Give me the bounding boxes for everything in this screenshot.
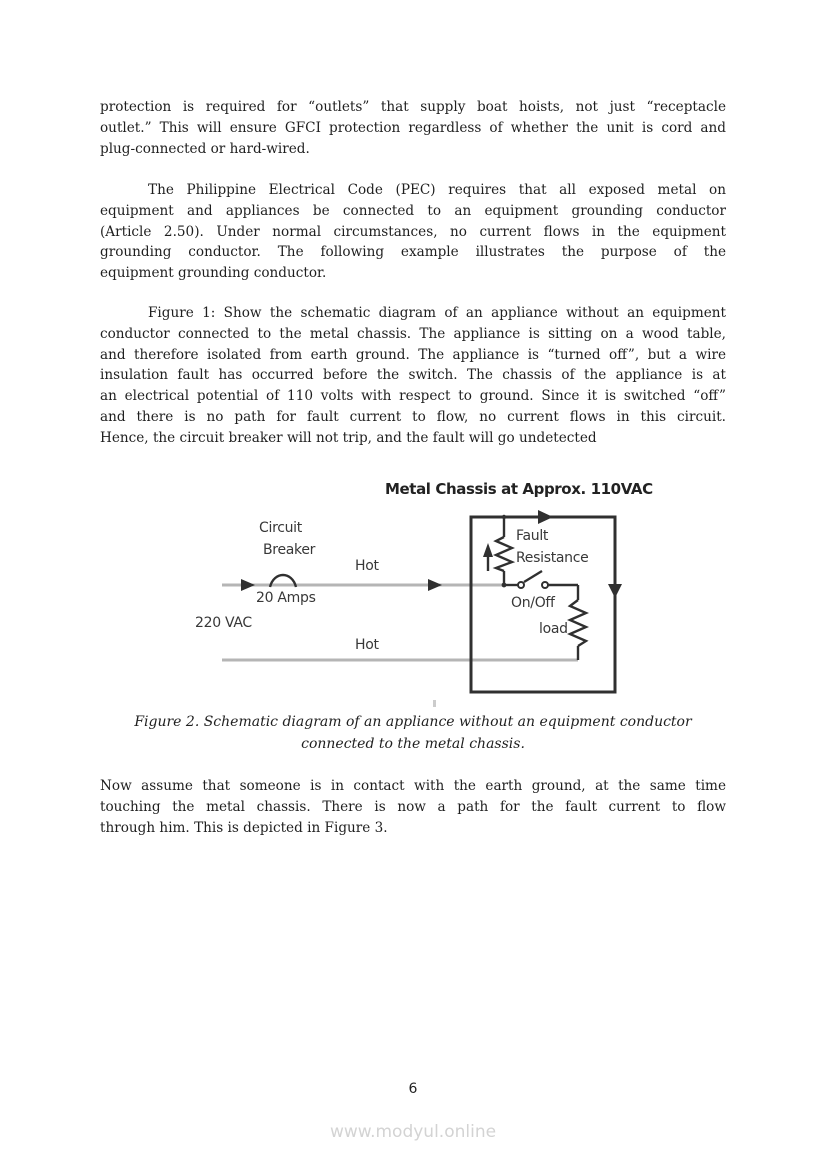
- switch-pole-left: [518, 582, 524, 588]
- text-line: touching the metal chassis. There is now a path for the fault current to flow: [100, 798, 726, 815]
- text-line: equipment grounding conductor.: [100, 265, 327, 282]
- watermark-text: www.modyul.online: [329, 1122, 497, 1142]
- junction-dot-top: [502, 515, 506, 519]
- fault-resistor-symbol: [496, 537, 512, 571]
- load-resistor-symbol: [570, 600, 586, 646]
- current-arrow-mid: [428, 579, 442, 591]
- text-line: connected to the metal chassis.: [301, 735, 525, 752]
- figure-2-schematic: [195, 480, 655, 705]
- onoff-switch-label: On/Off: [511, 595, 555, 611]
- paragraph-figure1-description: [100, 303, 726, 449]
- text-line: (Article 2.50). Under normal circumstances, no current flows in the equipment: [100, 223, 726, 240]
- fault-resistance-label-line2: Resistance: [516, 550, 589, 566]
- text-line: an electrical potential of 110 volts with respect to ground. Since it is switched “off”: [100, 388, 726, 405]
- text-line: equipment and appliances be connected to an equipment grounding conductor: [100, 202, 726, 219]
- load-label: load: [539, 621, 568, 637]
- text-line: The Philippine Electrical Code (PEC) requires that all exposed metal on: [148, 182, 726, 198]
- source-voltage-label: 220 VAC: [195, 615, 252, 631]
- chassis-top-arrow: [538, 510, 553, 524]
- circuit-breaker-label-line2: Breaker: [263, 542, 316, 558]
- paragraph-pec-code: [100, 180, 726, 284]
- text-line: protection is required for “outlets” that supply boat hoists, not just “receptacle: [100, 99, 726, 115]
- text-line: Now assume that someone is in contact with the earth ground, at the same time: [100, 778, 726, 794]
- circuit-breaker-label-line1: Circuit: [259, 520, 302, 536]
- scan-artifact-mark: [433, 700, 436, 707]
- current-arrow-left: [241, 579, 255, 591]
- text-line: plug-connected or hard-wired.: [100, 140, 310, 157]
- breaker-rating-label: 20 Amps: [256, 590, 316, 606]
- paragraph-gfci-protection: [100, 97, 726, 159]
- hot-label-bottom: Hot: [355, 637, 379, 653]
- text-line: insulation fault has occurred before the switch. The chassis of the appliance is at: [100, 367, 726, 384]
- page-number: 6: [408, 1081, 418, 1097]
- switch-lever: [524, 571, 542, 582]
- text-line: conductor connected to the metal chassis. The appliance is sitting on a wood table,: [100, 325, 726, 342]
- switch-pole-right: [542, 582, 548, 588]
- chassis-right-arrow: [608, 584, 622, 598]
- figure-2-caption: [100, 712, 726, 756]
- fault-resistance-label-line1: Fault: [516, 528, 549, 544]
- text-line: Figure 2. Schematic diagram of an appliance without an equipment conductor: [134, 714, 692, 730]
- paragraph-figure3-intro: [100, 776, 726, 838]
- text-line: Hence, the circuit breaker will not trip, and the fault will go undetected: [100, 429, 597, 446]
- text-line: grounding conductor. The following example illustrates the purpose of the: [100, 244, 726, 261]
- text-line: through him. This is depicted in Figure 3.: [100, 819, 388, 836]
- text-line: and there is no path for fault current to flow, no current flows in this circuit.: [100, 408, 726, 425]
- text-line: and therefore isolated from earth ground. The appliance is “turned off”, but a wire: [100, 346, 726, 363]
- fault-current-arrow-head: [483, 543, 493, 557]
- figure-title: Metal Chassis at Approx. 110VAC: [385, 480, 653, 498]
- text-line: Figure 1: Show the schematic diagram of an appliance without an equipment: [148, 305, 726, 321]
- hot-label-top: Hot: [355, 558, 379, 574]
- text-line: outlet.” This will ensure GFCI protection regardless of whether the unit is cord and: [100, 119, 726, 136]
